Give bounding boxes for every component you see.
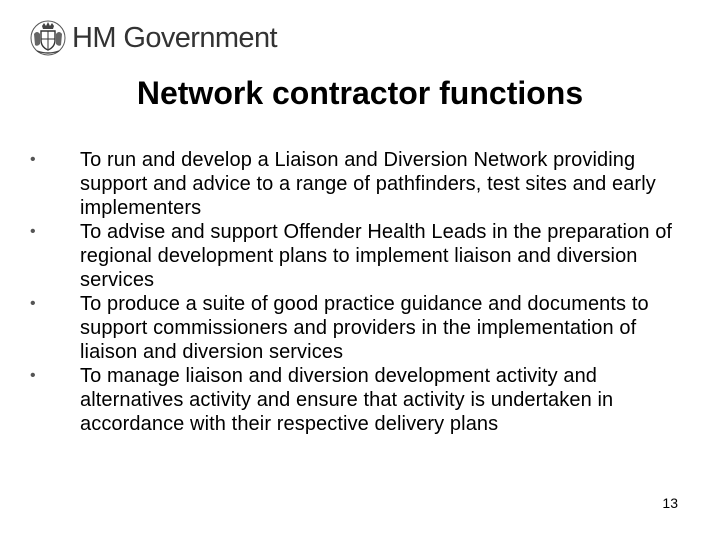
bullet-marker: • [30, 151, 36, 168]
logo-text: HM Government [72, 21, 277, 54]
bullet-item [30, 364, 680, 436]
hm-government-logo [30, 18, 277, 58]
bullet-item [30, 148, 680, 220]
bullet-marker: • [30, 223, 36, 240]
bullet-item [30, 292, 680, 364]
page-number: 13 [662, 495, 678, 511]
bullet-text: To advise and support Offender Health Leads in the preparation of regional development plans to implement liaison and diversion services [80, 221, 673, 291]
royal-crest-icon [30, 20, 66, 56]
bullet-list [30, 148, 680, 436]
bullet-item [30, 220, 680, 292]
bullet-text: To manage liaison and diversion development activity and alternatives activity and ensure that activity is undertaken in accordance with their respective delivery plans [80, 365, 614, 435]
bullet-marker: • [30, 367, 36, 384]
bullet-marker: • [30, 295, 36, 312]
bullet-text: To produce a suite of good practice guidance and documents to support commissioners and providers in the implementation of liaison and diversion services [80, 293, 649, 363]
bullet-text: To run and develop a Liaison and Diversion Network providing support and advice to a range of pathfinders, test sites and early implementers [80, 149, 656, 219]
slide-title: Network contractor functions [136, 75, 584, 111]
